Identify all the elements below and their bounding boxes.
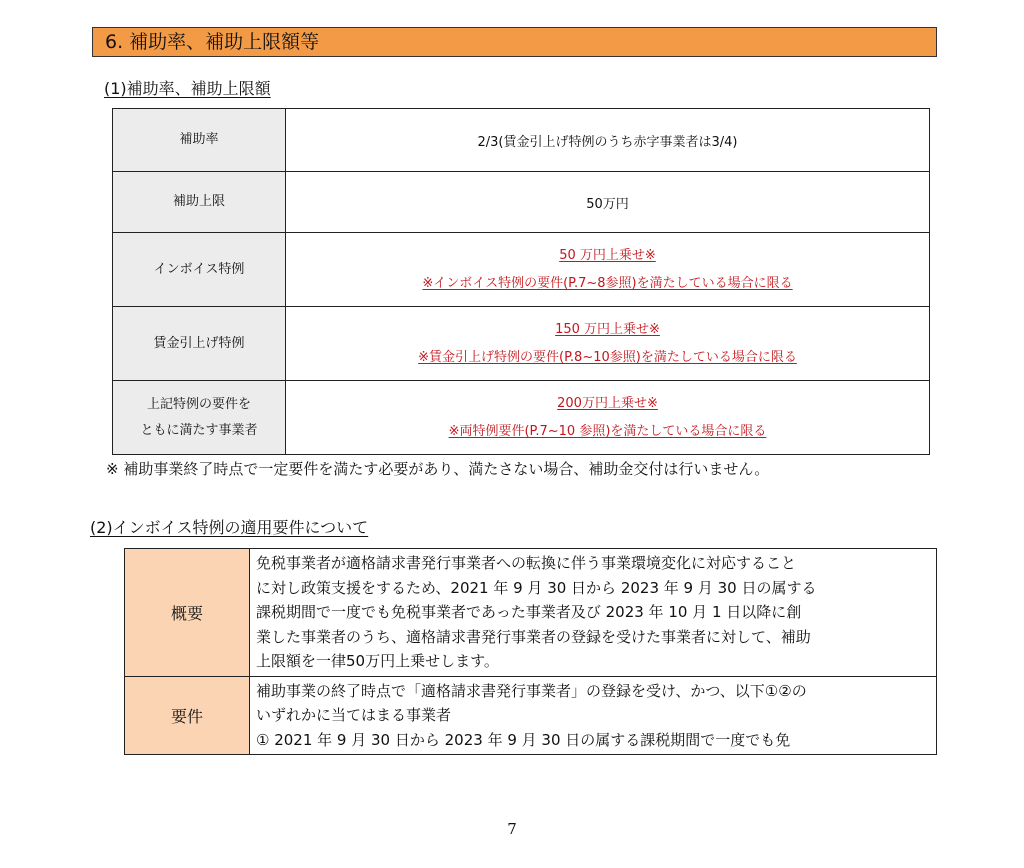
requirement-line: いずれかに当てはまる事業者 bbox=[256, 706, 452, 724]
table-row bbox=[125, 676, 937, 755]
row-label-both bbox=[113, 381, 286, 455]
overview-line: 上限額を一律50万円上乗せします。 bbox=[256, 652, 499, 670]
overview-line: 業した事業者のうち、適格請求書発行事業者の登録を受けた事業者に対して、補助 bbox=[256, 627, 811, 646]
requirement-label: 要件 bbox=[125, 676, 250, 755]
row-label-rate: 補助率 bbox=[113, 109, 286, 172]
invoice-requirements-table bbox=[124, 548, 937, 755]
table-row bbox=[113, 381, 930, 455]
overview-line: 免税事業者が適格請求書発行事業者への転換に伴う事業環境変化に対応すること bbox=[256, 554, 797, 572]
limit-value: 50万円 bbox=[286, 172, 930, 233]
both-cell bbox=[286, 381, 930, 455]
table-row bbox=[125, 549, 937, 677]
section-title: 6. 補助率、補助上限額等 bbox=[92, 27, 937, 57]
subsection-title-invoice: (2)インボイス特例の適用要件について bbox=[90, 518, 369, 537]
row-label-invoice: インボイス特例 bbox=[113, 233, 286, 307]
rate-value: 2/3(賃金引上げ特例のうち赤字事業者は3/4) bbox=[286, 109, 930, 172]
footnote: ※ 補助事業終了時点で一定要件を満たす必要があり、満たさない場合、補助金交付は行いません。 bbox=[106, 460, 770, 478]
requirement-text bbox=[250, 676, 937, 755]
row-label-wage: 賃金引上げ特例 bbox=[113, 307, 286, 381]
overview-label: 概要 bbox=[125, 549, 250, 677]
table-row bbox=[113, 233, 930, 307]
table-row bbox=[113, 307, 930, 381]
subsection-title-rates: (1)補助率、補助上限額 bbox=[104, 79, 271, 98]
requirement-line: ① 2021 年 9 月 30 日から 2023 年 9 月 30 日の属する課税期間で一度でも免 bbox=[256, 730, 791, 749]
overview-line: 課税期間で一度でも免税事業者であった事業者及び 2023 年 10 月 1 日以降に創 bbox=[256, 603, 802, 621]
wage-cell bbox=[286, 307, 930, 381]
invoice-condition: ※インボイス特例の要件(P.7~8参照)を満たしている場合に限る bbox=[422, 275, 793, 291]
invoice-amount: 50 万円上乗せ※ bbox=[559, 247, 656, 263]
overview-text bbox=[250, 549, 937, 677]
requirement-line: 補助事業の終了時点で「適格請求書発行事業者」の登録を受け、かつ、以下①②の bbox=[256, 681, 807, 700]
subsidy-rate-table bbox=[112, 108, 930, 455]
table-row bbox=[113, 172, 930, 233]
page-number: 7 bbox=[507, 820, 517, 838]
row-label-limit: 補助上限 bbox=[113, 172, 286, 233]
invoice-cell bbox=[286, 233, 930, 307]
row-label-both-line2: ともに満たす事業者 bbox=[140, 422, 258, 438]
wage-condition: ※賃金引上げ特例の要件(P.8~10参照)を満たしている場合に限る bbox=[418, 349, 797, 365]
both-amount: 200万円上乗せ※ bbox=[557, 395, 658, 411]
overview-line: に対し政策支援をするため、2021 年 9 月 30 日から 2023 年 9 月 30 日の属する bbox=[256, 578, 817, 597]
table-row bbox=[113, 109, 930, 172]
wage-amount: 150 万円上乗せ※ bbox=[555, 321, 660, 337]
row-label-both-line1: 上記特例の要件を bbox=[146, 396, 251, 412]
both-condition: ※両特例要件(P.7~10 参照)を満たしている場合に限る bbox=[448, 423, 767, 439]
